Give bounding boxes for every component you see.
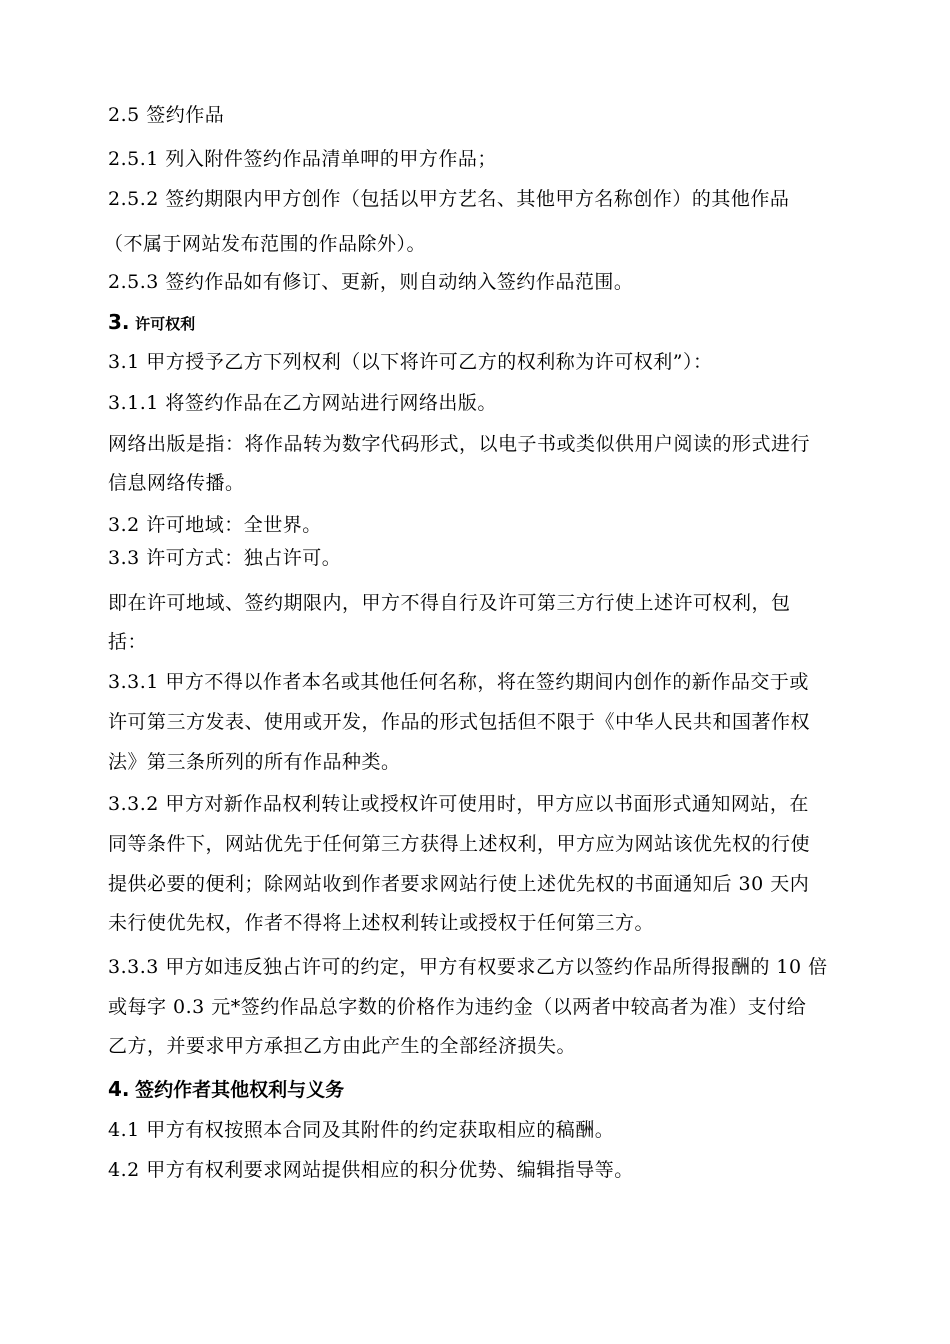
clause-3-3-2: 3.3.2 甲方对新作品权利转让或授权许可使用时，甲方应以书面形式通知网站，在 — [108, 793, 809, 815]
clause-3-3: 3.3 许可方式：独占许可。 — [108, 547, 342, 569]
clause-4-2: 4.2 甲方有权利要求网站提供相应的积分优势、编辑指导等。 — [108, 1159, 634, 1181]
clause-3-3-3-line-2: 或每字 0.3 元*签约作品总字数的价格作为违约金（以两者中较高者为准）支付给 — [108, 996, 807, 1018]
paragraph-exclusive-continued: 括： — [108, 631, 148, 653]
clause-3-3-2-line-2: 同等条件下，网站优先于任何第三方获得上述权利，甲方应为网站该优先权的行使 — [108, 833, 811, 855]
clause-2-5-1: 2.5.1 列入附件签约作品清单呷的甲方作品； — [108, 148, 497, 170]
clause-2-5-2: 2.5.2 签约期限内甲方创作（包括以甲方艺名、其他甲方名称创作）的其他作品 — [108, 188, 790, 210]
section-number: 3. — [108, 310, 130, 334]
section-number: 4. — [108, 1077, 130, 1101]
clause-3-3-2-line-4: 未行使优先权，作者不得将上述权利转让或授权于任何第三方。 — [108, 912, 655, 934]
clause-2-5-2-continued: （不属于网站发布范围的作品除外）。 — [104, 233, 427, 255]
clause-3-3-3: 3.3.3 甲方如违反独占许可的约定，甲方有权要求乙方以签约作品所得报酬的 10 倍 — [108, 956, 828, 978]
section-heading-3 — [108, 310, 195, 334]
clause-2-5-3: 2.5.3 签约作品如有修订、更新，则自动纳入签约作品范围。 — [108, 271, 634, 293]
paragraph-network-publishing: 网络出版是指：将作品转为数字代码形式，以电子书或类似供用户阅读的形式进行 — [108, 433, 811, 455]
clause-3-1: 3.1 甲方授予乙方下列权利（以下将许可乙方的权利称为许可权利”）： — [108, 351, 713, 373]
paragraph-network-publishing-continued: 信息网络传播。 — [108, 472, 245, 494]
section-title: 签约作者其他权利与义务 — [135, 1079, 345, 1101]
clause-3-3-1-line-3: 法》第三条所列的所有作品种类。 — [108, 751, 401, 773]
section-heading-4 — [108, 1075, 344, 1102]
paragraph-exclusive: 即在许可地域、签约期限内，甲方不得自行及许可第三方行使上述许可权利，包 — [108, 592, 791, 614]
clause-2-5: 2.5 签约作品 — [108, 104, 225, 126]
clause-3-1-1: 3.1.1 将签约作品在乙方网站进行网络出版。 — [108, 392, 497, 414]
clause-4-1: 4.1 甲方有权按照本合同及其附件的约定获取相应的稿酬。 — [108, 1119, 615, 1141]
section-title: 许可权利 — [135, 315, 196, 333]
clause-3-3-2-line-3: 提供必要的便利；除网站收到作者要求网站行使上述优先权的书面通知后 30 天内 — [108, 873, 810, 895]
clause-3-3-1: 3.3.1 甲方不得以作者本名或其他任何名称，将在签约期间内创作的新作品交于或 — [108, 671, 809, 693]
clause-3-3-1-line-2: 许可第三方发表、使用或开发，作品的形式包括但不限于《中华人民共和国著作权 — [108, 711, 811, 733]
clause-3-2: 3.2 许可地域：全世界。 — [108, 514, 322, 536]
clause-3-3-3-line-3: 乙方，并要求甲方承担乙方由此产生的全部经济损失。 — [108, 1035, 577, 1057]
